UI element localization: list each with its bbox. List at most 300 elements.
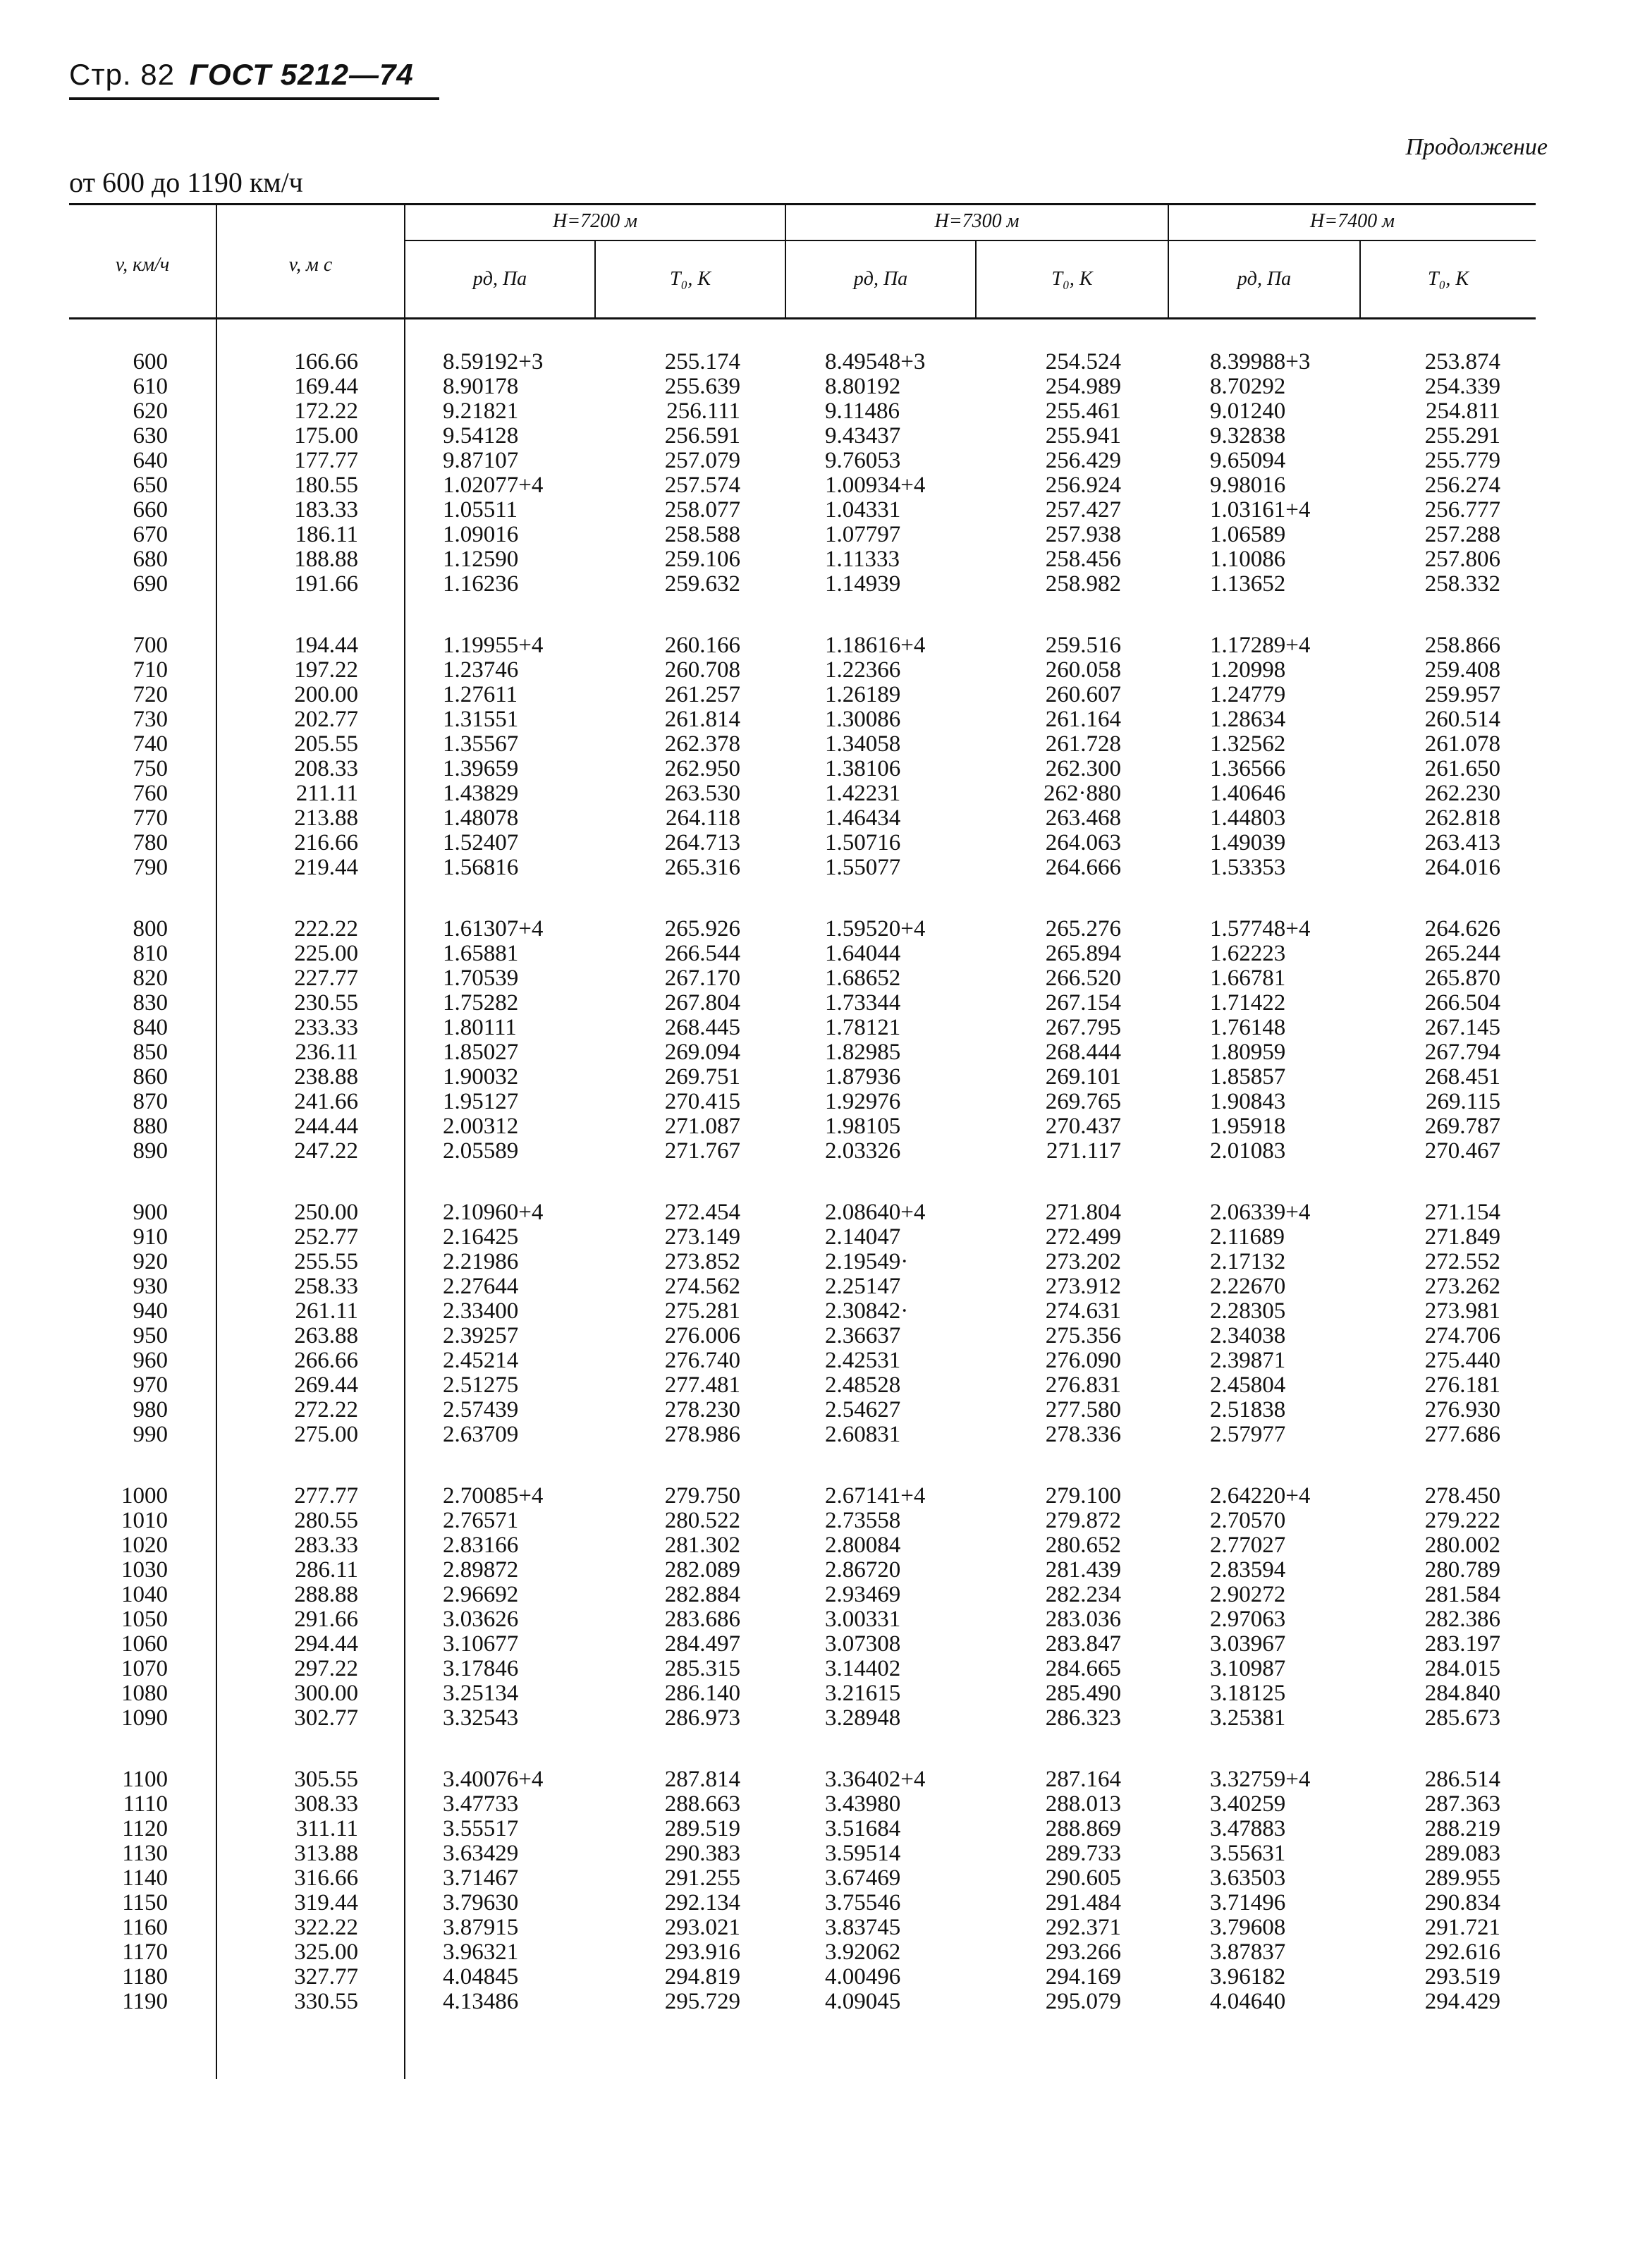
table-cell: 279.750 <box>664 1483 740 1509</box>
table-cell: 2.00312 <box>443 1114 519 1139</box>
row-group <box>69 1484 168 1731</box>
table-cell: 259.632 <box>664 571 740 597</box>
page-label: Стр. 82 <box>69 58 175 91</box>
table-cell: 264.063 <box>1045 830 1121 855</box>
table-cell: 700 <box>133 633 168 658</box>
table-cell: 9.21821 <box>443 398 519 424</box>
row-group <box>605 350 740 597</box>
table-cell: 1.87936 <box>825 1064 901 1090</box>
table-cell: 263.88 <box>294 1323 358 1348</box>
table-cell: 319.44 <box>294 1890 358 1915</box>
table-cell: 202.77 <box>294 707 358 732</box>
table-cell: 280.652 <box>1045 1533 1121 1558</box>
header-rule <box>69 97 439 100</box>
table-cell: 300.00 <box>294 1681 358 1706</box>
table-cell: 1.32562 <box>1210 731 1286 757</box>
table-cell: 194.44 <box>294 633 358 658</box>
table-cell: 278.230 <box>664 1397 740 1423</box>
table-cell: 1.31551 <box>443 707 519 732</box>
table-cell: 258.332 <box>1424 571 1500 597</box>
row-group <box>986 917 1121 1164</box>
table-cell: 3.03967 <box>1210 1631 1286 1657</box>
table-cell: 238.88 <box>294 1064 358 1090</box>
table-cell: 1.00934+4 <box>825 473 926 498</box>
table-cell: 1.17289+4 <box>1210 633 1311 658</box>
table-cell: 252.77 <box>294 1224 358 1250</box>
table-cell: 267.154 <box>1045 990 1121 1016</box>
table-cell: 1.11333 <box>825 547 900 572</box>
table-cell: 258.456 <box>1045 547 1121 572</box>
table-cell: 169.44 <box>294 374 358 399</box>
table-cell: 293.021 <box>664 1915 740 1940</box>
row-group <box>69 1200 168 1447</box>
header-pd-7200-text: pд, Па <box>472 268 527 290</box>
header-v-kmh <box>69 254 216 276</box>
table-cell: 278.986 <box>664 1422 740 1447</box>
header-altitude-7400 <box>1169 210 1536 233</box>
table-cell: 263.530 <box>664 781 740 806</box>
table-cell: 213.88 <box>294 805 358 831</box>
table-cell: 3.67469 <box>825 1865 901 1891</box>
table-cell: 254.989 <box>1045 374 1121 399</box>
table-cell: 284.840 <box>1424 1681 1500 1706</box>
row-group <box>69 1767 168 2014</box>
range-label: от 600 до 1190 км/ч <box>69 166 303 198</box>
table-cell: 297.22 <box>294 1656 358 1681</box>
table-cell: 172.22 <box>294 398 358 424</box>
table-cell: 280.789 <box>1424 1557 1500 1583</box>
header-pd-7400 <box>1169 268 1359 291</box>
table-cell: 1.04331 <box>825 497 901 523</box>
table-cell: 283.036 <box>1045 1607 1121 1632</box>
header-t0-7200-text: T₀, К <box>670 268 711 290</box>
table-cell: 208.33 <box>294 756 358 781</box>
table-cell: 880 <box>133 1114 168 1139</box>
table-cell: 275.356 <box>1045 1323 1121 1348</box>
table-cell: 3.55631 <box>1210 1841 1286 1866</box>
table-cell: 276.006 <box>664 1323 740 1348</box>
table-cell: 288.663 <box>664 1791 740 1817</box>
table-cell: 255.941 <box>1045 423 1121 449</box>
row-group <box>1366 1484 1500 1731</box>
table-cell: 1.59520+4 <box>825 916 926 942</box>
table-cell: 262.300 <box>1045 756 1121 781</box>
table-cell: 292.616 <box>1424 1939 1500 1965</box>
table-cell: 313.88 <box>294 1841 358 1866</box>
row-group <box>217 350 358 597</box>
table-cell: 2.17132 <box>1210 1249 1286 1274</box>
table-cell: 2.14047 <box>825 1224 901 1250</box>
table-cell: 2.08640+4 <box>825 1200 926 1225</box>
table-cell: 9.01240 <box>1210 398 1286 424</box>
table-cell: 262.378 <box>664 731 740 757</box>
row-group <box>69 350 168 597</box>
table-cell: 770 <box>133 805 168 831</box>
table-cell: 2.39871 <box>1210 1348 1286 1373</box>
table-cell: 1.05511 <box>443 497 518 523</box>
table-cell: 2.10960+4 <box>443 1200 544 1225</box>
table-cell: 3.87837 <box>1210 1939 1286 1965</box>
table-cell: 227.77 <box>294 965 358 991</box>
altitude-header-rule <box>404 240 1536 241</box>
table-cell: 254.339 <box>1424 374 1500 399</box>
table-cell: 286.514 <box>1424 1767 1500 1792</box>
table-cell: 4.13486 <box>443 1989 519 2014</box>
table-cell: 1.06589 <box>1210 522 1286 547</box>
table-cell: 291.484 <box>1045 1890 1121 1915</box>
table-cell: 255.779 <box>1424 448 1500 473</box>
table-cell: 1.61307+4 <box>443 916 544 942</box>
table-cell: 710 <box>133 657 168 683</box>
table-cell: 1.98105 <box>825 1114 901 1139</box>
table-cell: 291.66 <box>294 1607 358 1632</box>
table-cell: 268.445 <box>664 1015 740 1040</box>
table-cell: 278.450 <box>1424 1483 1500 1509</box>
table-cell: 3.71496 <box>1210 1890 1286 1915</box>
table-cell: 2.34038 <box>1210 1323 1286 1348</box>
table-cell: 247.22 <box>294 1138 358 1164</box>
table-cell: 910 <box>133 1224 168 1250</box>
table-cell: 8.70292 <box>1210 374 1286 399</box>
table-cell: 2.36637 <box>825 1323 901 1348</box>
table-cell: 2.83594 <box>1210 1557 1286 1583</box>
table-cell: 1040 <box>121 1582 168 1607</box>
table-cell: 284.665 <box>1045 1656 1121 1681</box>
table-cell: 2.33400 <box>443 1298 519 1324</box>
table-cell: 2.60831 <box>825 1422 901 1447</box>
table-cell: 2.70570 <box>1210 1508 1286 1533</box>
header-v-kmh-text: v, км/ч <box>115 254 170 276</box>
table-cell: 294.429 <box>1424 1989 1500 2014</box>
table-cell: 2.86720 <box>825 1557 901 1583</box>
row-group <box>217 1767 358 2014</box>
row-group <box>69 633 168 880</box>
table-cell: 288.013 <box>1045 1791 1121 1817</box>
table-cell: 225.00 <box>294 941 358 966</box>
table-cell: 273.202 <box>1045 1249 1121 1274</box>
row-group <box>986 1484 1121 1731</box>
table-cell: 260.708 <box>664 657 740 683</box>
table-cell: 2.03326 <box>825 1138 901 1164</box>
table-cell: 1140 <box>122 1865 168 1891</box>
table-cell: 2.28305 <box>1210 1298 1286 1324</box>
row-group <box>1210 1767 1351 2014</box>
table-cell: 286.973 <box>664 1705 740 1731</box>
table-cell: 271.767 <box>664 1138 740 1164</box>
table-cell: 282.234 <box>1045 1582 1121 1607</box>
table-cell: 233.33 <box>294 1015 358 1040</box>
continuation-label: Продолжение <box>1405 134 1548 160</box>
table-cell: 1.78121 <box>825 1015 901 1040</box>
table-cell: 281.302 <box>664 1533 740 1558</box>
table-cell: 1180 <box>122 1964 168 1990</box>
table-cell: 2.19549· <box>825 1249 909 1274</box>
table-cell: 760 <box>133 781 168 806</box>
table-cell: 1.50716 <box>825 830 901 855</box>
table-cell: 1100 <box>122 1767 168 1792</box>
header-pd-7300 <box>786 268 975 291</box>
table-cell: 277.77 <box>294 1483 358 1509</box>
table-cell: 275.281 <box>664 1298 740 1324</box>
table-cell: 257.427 <box>1045 497 1121 523</box>
table-cell: 272.552 <box>1424 1249 1500 1274</box>
table-cell: 3.79608 <box>1210 1915 1286 1940</box>
table-cell: 180.55 <box>294 473 358 498</box>
table-cell: 3.96321 <box>443 1939 519 1965</box>
table-cell: 1120 <box>122 1816 168 1841</box>
table-cell: 265.316 <box>664 855 740 880</box>
header-v-ms <box>217 254 404 276</box>
header-altitude-7300 <box>786 210 1168 233</box>
table-cell: 8.39988+3 <box>1210 349 1311 374</box>
table-cell: 267.804 <box>664 990 740 1016</box>
table-cell: 3.03626 <box>443 1607 519 1632</box>
table-cell: 316.66 <box>294 1865 358 1891</box>
table-cell: 8.80192 <box>825 374 901 399</box>
table-cell: 322.22 <box>294 1915 358 1940</box>
table-cell: 261.11 <box>295 1298 358 1324</box>
table-cell: 1.76148 <box>1210 1015 1286 1040</box>
table-cell: 222.22 <box>294 916 358 942</box>
row-group <box>986 1200 1121 1447</box>
table-cell: 294.169 <box>1045 1964 1121 1990</box>
row-group <box>1210 633 1351 880</box>
table-cell: 255.174 <box>664 349 740 374</box>
table-cell: 261.650 <box>1424 756 1500 781</box>
table-cell: 271.849 <box>1424 1224 1500 1250</box>
table-cell: 267.794 <box>1424 1040 1500 1065</box>
table-cell: 166.66 <box>294 349 358 374</box>
table-cell: 1.34058 <box>825 731 901 757</box>
header-v-ms-text: v, м с <box>288 254 333 276</box>
standard-number: ГОСТ 5212—74 <box>189 58 414 91</box>
table-cell: 9.43437 <box>825 423 901 449</box>
table-cell: 3.21615 <box>825 1681 901 1706</box>
header-t0-7400 <box>1361 268 1536 291</box>
table-header-bottom-rule <box>69 317 1536 319</box>
table-cell: 1.66781 <box>1210 965 1286 991</box>
table-cell: 258.866 <box>1424 633 1500 658</box>
table-cell: 1.28634 <box>1210 707 1286 732</box>
table-cell: 302.77 <box>294 1705 358 1731</box>
table-cell: 2.73558 <box>825 1508 901 1533</box>
table-cell: 1.73344 <box>825 990 901 1016</box>
table-cell: 261.728 <box>1045 731 1121 757</box>
table-cell: 2.70085+4 <box>443 1483 544 1509</box>
row-group <box>825 917 966 1164</box>
table-cell: 690 <box>133 571 168 597</box>
row-group <box>605 633 740 880</box>
altitude-7200-label: H=7200 м <box>553 210 637 232</box>
row-group <box>1366 1767 1500 2014</box>
table-cell: 3.40259 <box>1210 1791 1286 1817</box>
table-cell: 289.083 <box>1424 1841 1500 1866</box>
table-cell: 256.777 <box>1424 497 1500 523</box>
table-cell: 1.24779 <box>1210 682 1286 707</box>
table-cell: 3.43980 <box>825 1791 901 1817</box>
table-cell: 3.63429 <box>443 1841 519 1866</box>
table-cell: 275.440 <box>1424 1348 1500 1373</box>
table-cell: 1080 <box>121 1681 168 1706</box>
table-cell: 186.11 <box>295 522 358 547</box>
table-cell: 2.76571 <box>443 1508 519 1533</box>
row-group <box>217 633 358 880</box>
row-group <box>825 1484 966 1731</box>
table-cell: 9.11486 <box>825 398 900 424</box>
table-cell: 2.21986 <box>443 1249 519 1274</box>
table-cell: 1020 <box>121 1533 168 1558</box>
table-cell: 260.166 <box>664 633 740 658</box>
row-group <box>986 1767 1121 2014</box>
table-cell: 288.869 <box>1045 1816 1121 1841</box>
table-cell: 284.497 <box>664 1631 740 1657</box>
table-cell: 289.733 <box>1045 1841 1121 1866</box>
altitude-7400-label: H=7400 м <box>1310 210 1395 232</box>
table-cell: 4.04640 <box>1210 1989 1286 2014</box>
table-cell: 1.40646 <box>1210 781 1286 806</box>
table-cell: 236.11 <box>295 1040 358 1065</box>
table-cell: 3.10677 <box>443 1631 519 1657</box>
table-cell: 1.26189 <box>825 682 901 707</box>
table-cell: 260.514 <box>1424 707 1500 732</box>
table-cell: 9.32838 <box>1210 423 1286 449</box>
table-cell: 1090 <box>121 1705 168 1731</box>
table-cell: 276.181 <box>1424 1372 1500 1398</box>
table-cell: 8.49548+3 <box>825 349 926 374</box>
table-cell: 1.90032 <box>443 1064 519 1090</box>
table-cell: 2.90272 <box>1210 1582 1286 1607</box>
table-cell: 259.957 <box>1424 682 1500 707</box>
table-cell: 274.562 <box>664 1274 740 1299</box>
table-cell: 1.95127 <box>443 1089 519 1114</box>
table-cell: 3.36402+4 <box>825 1767 926 1792</box>
table-cell: 273.981 <box>1424 1298 1500 1324</box>
table-cell: 256.591 <box>664 423 740 449</box>
table-cell: 244.44 <box>294 1114 358 1139</box>
table-cell: 269.751 <box>664 1064 740 1090</box>
table-cell: 257.288 <box>1424 522 1500 547</box>
row-group <box>443 350 584 597</box>
table-cell: 9.98016 <box>1210 473 1286 498</box>
table-cell: 256.924 <box>1045 473 1121 498</box>
table-cell: 305.55 <box>294 1767 358 1792</box>
table-cell: 262.230 <box>1424 781 1500 806</box>
table-cell: 1.80959 <box>1210 1040 1286 1065</box>
table-cell: 188.88 <box>294 547 358 572</box>
table-cell: 1.09016 <box>443 522 519 547</box>
table-cell: 610 <box>133 374 168 399</box>
table-cell: 1.23746 <box>443 657 519 683</box>
table-cell: 990 <box>133 1422 168 1447</box>
table-cell: 1.39659 <box>443 756 519 781</box>
table-cell: 258.077 <box>664 497 740 523</box>
table-cell: 258.982 <box>1045 571 1121 597</box>
table-cell: 8.59192+3 <box>443 349 544 374</box>
table-cell: 1.36566 <box>1210 756 1286 781</box>
table-cell: 890 <box>133 1138 168 1164</box>
table-cell: 9.76053 <box>825 448 901 473</box>
table-cell: 940 <box>133 1298 168 1324</box>
table-cell: 256.111 <box>666 398 740 424</box>
table-cell: 254.524 <box>1045 349 1121 374</box>
table-cell: 740 <box>133 731 168 757</box>
table-cell: 950 <box>133 1323 168 1348</box>
row-group <box>443 633 584 880</box>
table-cell: 277.580 <box>1045 1397 1121 1423</box>
table-cell: 750 <box>133 756 168 781</box>
table-cell: 2.83166 <box>443 1533 519 1558</box>
table-cell: 9.65094 <box>1210 448 1286 473</box>
table-cell: 272.22 <box>294 1397 358 1423</box>
table-cell: 270.415 <box>664 1089 740 1114</box>
table-cell: 282.884 <box>664 1582 740 1607</box>
table-cell: 2.06339+4 <box>1210 1200 1311 1225</box>
table-cell: 3.40076+4 <box>443 1767 544 1792</box>
table-cell: 293.266 <box>1045 1939 1121 1965</box>
table-cell: 264.666 <box>1045 855 1121 880</box>
table-cell: 980 <box>133 1397 168 1423</box>
table-cell: 183.33 <box>294 497 358 523</box>
table-cell: 1.22366 <box>825 657 901 683</box>
table-cell: 1000 <box>121 1483 168 1509</box>
table-cell: 2.48528 <box>825 1372 901 1398</box>
row-group <box>605 917 740 1164</box>
table-cell: 283.197 <box>1424 1631 1500 1657</box>
table-cell: 1.53353 <box>1210 855 1286 880</box>
table-cell: 2.05589 <box>443 1138 519 1164</box>
table-cell: 3.14402 <box>825 1656 901 1681</box>
table-cell: 273.852 <box>664 1249 740 1274</box>
table-cell: 295.079 <box>1045 1989 1121 2014</box>
table-cell: 9.87107 <box>443 448 519 473</box>
table-cell: 2.96692 <box>443 1582 519 1607</box>
table-cell: 276.740 <box>664 1348 740 1373</box>
table-cell: 1.95918 <box>1210 1114 1286 1139</box>
table-cell: 263.468 <box>1045 805 1121 831</box>
table-cell: 3.18125 <box>1210 1681 1286 1706</box>
table-cell: 1.07797 <box>825 522 901 547</box>
table-cell: 197.22 <box>294 657 358 683</box>
table-cell: 255.55 <box>294 1249 358 1274</box>
table-cell: 3.32759+4 <box>1210 1767 1311 1792</box>
table-cell: 1.27611 <box>443 682 518 707</box>
table-cell: 2.11689 <box>1210 1224 1285 1250</box>
table-cell: 2.64220+4 <box>1210 1483 1311 1509</box>
table-cell: 255.461 <box>1045 398 1121 424</box>
table-cell: 1.18616+4 <box>825 633 926 658</box>
table-cell: 276.930 <box>1424 1397 1500 1423</box>
row-group <box>217 1484 358 1731</box>
table-cell: 3.96182 <box>1210 1964 1286 1990</box>
table-cell: 264.626 <box>1424 916 1500 942</box>
table-cell: 259.516 <box>1045 633 1121 658</box>
table-cell: 2.51275 <box>443 1372 519 1398</box>
table-cell: 2.45804 <box>1210 1372 1286 1398</box>
table-cell: 264.713 <box>664 830 740 855</box>
table-cell: 2.42531 <box>825 1348 901 1373</box>
table-cell: 285.490 <box>1045 1681 1121 1706</box>
table-cell: 8.90178 <box>443 374 519 399</box>
table-cell: 3.47883 <box>1210 1816 1286 1841</box>
table-cell: 2.45214 <box>443 1348 519 1373</box>
table-cell: 1.49039 <box>1210 830 1286 855</box>
table-cell: 288.88 <box>294 1582 358 1607</box>
row-group <box>69 917 168 1164</box>
table-cell: 1.48078 <box>443 805 519 831</box>
table-cell: 3.75546 <box>825 1890 901 1915</box>
table-cell: 960 <box>133 1348 168 1373</box>
table-cell: 1.44803 <box>1210 805 1286 831</box>
